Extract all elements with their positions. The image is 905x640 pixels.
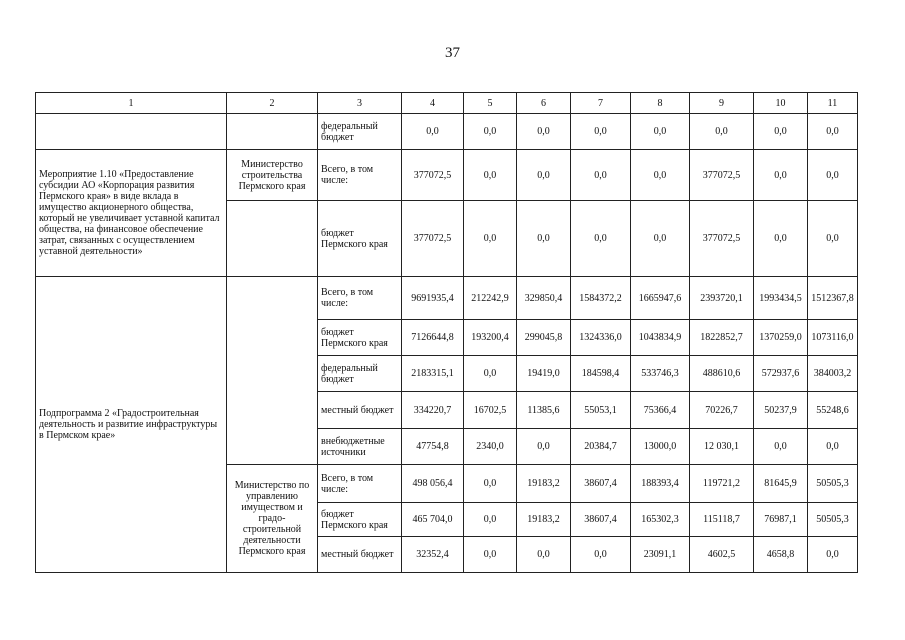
table-row bbox=[36, 114, 858, 150]
value-cell: 75366,4 bbox=[631, 392, 690, 429]
funding-source-cell: бюджет Пермского края bbox=[318, 320, 402, 356]
executor-cell: Министерство по управлению имуществом и градо-строительной деятельности Пермского края bbox=[227, 465, 318, 573]
funding-source-cell: Всего, в том числе: bbox=[318, 150, 402, 201]
value-cell: 488610,6 bbox=[690, 356, 754, 392]
value-cell: 384003,2 bbox=[808, 356, 858, 392]
value-cell: 0,0 bbox=[631, 114, 690, 150]
value-cell: 70226,7 bbox=[690, 392, 754, 429]
value-cell: 2183315,1 bbox=[402, 356, 464, 392]
value-cell: 1993434,5 bbox=[754, 277, 808, 320]
value-cell: 1073116,0 bbox=[808, 320, 858, 356]
value-cell: 11385,6 bbox=[517, 392, 571, 429]
value-cell: 0,0 bbox=[754, 114, 808, 150]
funding-source-cell: федеральный бюджет bbox=[318, 356, 402, 392]
value-cell: 1822852,7 bbox=[690, 320, 754, 356]
value-cell: 0,0 bbox=[631, 150, 690, 201]
value-cell: 0,0 bbox=[464, 150, 517, 201]
value-cell: 533746,3 bbox=[631, 356, 690, 392]
value-cell: 32352,4 bbox=[402, 537, 464, 573]
value-cell: 55053,1 bbox=[571, 392, 631, 429]
column-number-5: 5 bbox=[464, 93, 517, 114]
column-number-header-row bbox=[36, 93, 858, 114]
executor-cell bbox=[227, 114, 318, 150]
value-cell: 498 056,4 bbox=[402, 465, 464, 503]
value-cell: 0,0 bbox=[402, 114, 464, 150]
value-cell: 377072,5 bbox=[402, 201, 464, 277]
value-cell: 329850,4 bbox=[517, 277, 571, 320]
executor-cell bbox=[227, 277, 318, 465]
value-cell: 12 030,1 bbox=[690, 429, 754, 465]
value-cell: 0,0 bbox=[517, 429, 571, 465]
column-number-4: 4 bbox=[402, 93, 464, 114]
column-number-2: 2 bbox=[227, 93, 318, 114]
column-number-8: 8 bbox=[631, 93, 690, 114]
value-cell: 0,0 bbox=[464, 114, 517, 150]
funding-source-cell: внебюджетные источники bbox=[318, 429, 402, 465]
value-cell: 377072,5 bbox=[690, 201, 754, 277]
measure-name-cell: Мероприятие 1.10 «Предоставление субсидии АО «Корпорация развития Пермского края» в виде вклада в имущество акционерного общества, который не увеличивает уставной капитал общества, на финансовое обеспечение затрат, связанных с осуществлением уставной деятельности» bbox=[36, 150, 227, 277]
value-cell: 19419,0 bbox=[517, 356, 571, 392]
value-cell: 115118,7 bbox=[690, 503, 754, 537]
value-cell: 55248,6 bbox=[808, 392, 858, 429]
value-cell: 2340,0 bbox=[464, 429, 517, 465]
funding-source-cell: местный бюджет bbox=[318, 392, 402, 429]
value-cell: 0,0 bbox=[517, 150, 571, 201]
value-cell: 0,0 bbox=[517, 114, 571, 150]
value-cell: 572937,6 bbox=[754, 356, 808, 392]
funding-source-cell: бюджет Пермского края bbox=[318, 201, 402, 277]
value-cell: 0,0 bbox=[690, 114, 754, 150]
value-cell: 0,0 bbox=[571, 150, 631, 201]
value-cell: 1512367,8 bbox=[808, 277, 858, 320]
value-cell: 9691935,4 bbox=[402, 277, 464, 320]
value-cell: 119721,2 bbox=[690, 465, 754, 503]
page-number: 37 bbox=[445, 45, 460, 61]
value-cell: 212242,9 bbox=[464, 277, 517, 320]
value-cell: 2393720,1 bbox=[690, 277, 754, 320]
value-cell: 23091,1 bbox=[631, 537, 690, 573]
value-cell: 50505,3 bbox=[808, 503, 858, 537]
value-cell: 1043834,9 bbox=[631, 320, 690, 356]
executor-cell: Министерство строительства Пермского края bbox=[227, 150, 318, 201]
value-cell: 0,0 bbox=[517, 537, 571, 573]
executor-cell bbox=[227, 201, 318, 277]
value-cell: 76987,1 bbox=[754, 503, 808, 537]
value-cell: 0,0 bbox=[464, 537, 517, 573]
value-cell: 1665947,6 bbox=[631, 277, 690, 320]
funding-source-cell: Всего, в том числе: bbox=[318, 277, 402, 320]
value-cell: 0,0 bbox=[517, 201, 571, 277]
value-cell: 0,0 bbox=[464, 201, 517, 277]
value-cell: 0,0 bbox=[808, 537, 858, 573]
value-cell: 0,0 bbox=[571, 201, 631, 277]
value-cell: 188393,4 bbox=[631, 465, 690, 503]
value-cell: 377072,5 bbox=[690, 150, 754, 201]
value-cell: 0,0 bbox=[754, 429, 808, 465]
value-cell: 20384,7 bbox=[571, 429, 631, 465]
value-cell: 1584372,2 bbox=[571, 277, 631, 320]
value-cell: 0,0 bbox=[631, 201, 690, 277]
value-cell: 50505,3 bbox=[808, 465, 858, 503]
measure-name-cell bbox=[36, 114, 227, 150]
value-cell: 16702,5 bbox=[464, 392, 517, 429]
column-number-3: 3 bbox=[318, 93, 402, 114]
value-cell: 0,0 bbox=[808, 429, 858, 465]
value-cell: 1324336,0 bbox=[571, 320, 631, 356]
value-cell: 165302,3 bbox=[631, 503, 690, 537]
value-cell: 0,0 bbox=[464, 503, 517, 537]
column-number-1: 1 bbox=[36, 93, 227, 114]
column-number-9: 9 bbox=[690, 93, 754, 114]
value-cell: 0,0 bbox=[464, 465, 517, 503]
funding-source-cell: местный бюджет bbox=[318, 537, 402, 573]
funding-source-cell: федеральный бюджет bbox=[318, 114, 402, 150]
value-cell: 81645,9 bbox=[754, 465, 808, 503]
value-cell: 47754,8 bbox=[402, 429, 464, 465]
value-cell: 7126644,8 bbox=[402, 320, 464, 356]
funding-source-cell: бюджет Пермского края bbox=[318, 503, 402, 537]
budget-table bbox=[35, 92, 858, 573]
value-cell: 184598,4 bbox=[571, 356, 631, 392]
funding-source-cell: Всего, в том числе: bbox=[318, 465, 402, 503]
value-cell: 299045,8 bbox=[517, 320, 571, 356]
value-cell: 1370259,0 bbox=[754, 320, 808, 356]
value-cell: 0,0 bbox=[571, 537, 631, 573]
table-row bbox=[36, 277, 858, 320]
value-cell: 38607,4 bbox=[571, 503, 631, 537]
value-cell: 19183,2 bbox=[517, 503, 571, 537]
subprogram-name-cell: Подпрограмма 2 «Градостроительная деятельность и развитие инфраструктуры в Пермском крае» bbox=[36, 277, 227, 573]
column-number-7: 7 bbox=[571, 93, 631, 114]
value-cell: 4602,5 bbox=[690, 537, 754, 573]
value-cell: 0,0 bbox=[808, 150, 858, 201]
value-cell: 38607,4 bbox=[571, 465, 631, 503]
column-number-11: 11 bbox=[808, 93, 858, 114]
value-cell: 334220,7 bbox=[402, 392, 464, 429]
value-cell: 0,0 bbox=[754, 150, 808, 201]
value-cell: 0,0 bbox=[571, 114, 631, 150]
value-cell: 0,0 bbox=[464, 356, 517, 392]
value-cell: 0,0 bbox=[754, 201, 808, 277]
value-cell: 4658,8 bbox=[754, 537, 808, 573]
value-cell: 377072,5 bbox=[402, 150, 464, 201]
value-cell: 465 704,0 bbox=[402, 503, 464, 537]
table-row bbox=[36, 150, 858, 201]
column-number-10: 10 bbox=[754, 93, 808, 114]
column-number-6: 6 bbox=[517, 93, 571, 114]
value-cell: 50237,9 bbox=[754, 392, 808, 429]
value-cell: 0,0 bbox=[808, 201, 858, 277]
value-cell: 13000,0 bbox=[631, 429, 690, 465]
value-cell: 19183,2 bbox=[517, 465, 571, 503]
value-cell: 193200,4 bbox=[464, 320, 517, 356]
value-cell: 0,0 bbox=[808, 114, 858, 150]
